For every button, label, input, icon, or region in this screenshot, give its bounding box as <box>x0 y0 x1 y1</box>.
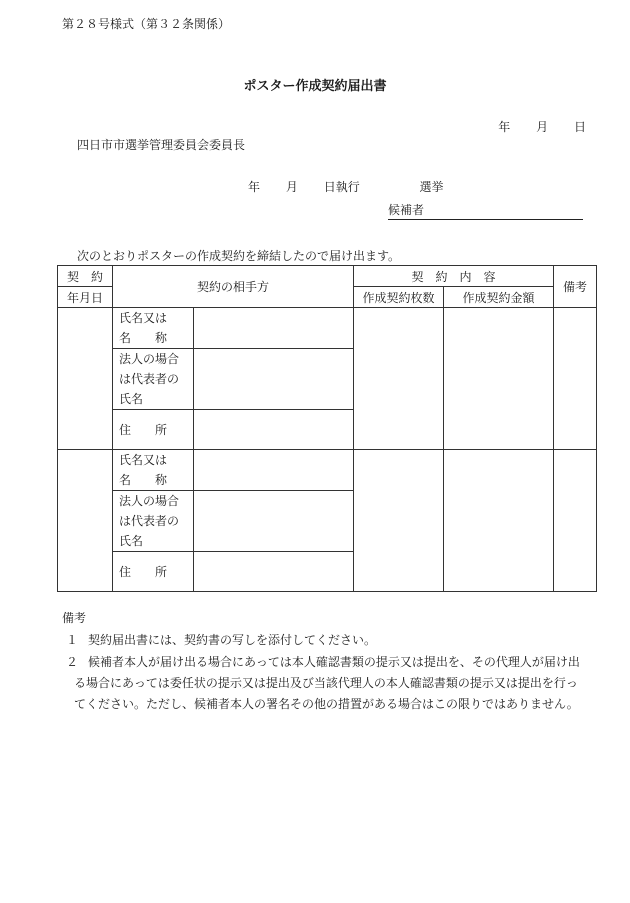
note-1-number: １ <box>66 633 79 647</box>
header-amount: 作成契約金額 <box>444 287 554 308</box>
notes-heading: 備考 <box>62 611 87 625</box>
entry-1-rep-label: 法人の場合 は代表者の 氏名 <box>113 349 194 410</box>
note-2-number: ２ <box>66 655 79 669</box>
header-date-2: 年月日 <box>58 287 113 308</box>
note-2 <box>66 652 596 715</box>
entry-1-address-value[interactable] <box>194 410 354 450</box>
entry-1-date[interactable] <box>58 308 113 450</box>
header-count: 作成契約枚数 <box>354 287 444 308</box>
entry-2-name-label: 氏名又は 名 称 <box>113 450 194 491</box>
entry-1-name-value[interactable] <box>194 308 354 349</box>
form-number: 第２８号様式（第３２条関係） <box>62 17 231 31</box>
entry-2-address-label: 住 所 <box>113 552 194 592</box>
entry-1-name-label: 氏名又は 名 称 <box>113 308 194 349</box>
entry-2-rep-label: 法人の場合 は代表者の 氏名 <box>113 491 194 552</box>
entry-1-rep-value[interactable] <box>194 349 354 410</box>
entry-2-remarks[interactable] <box>554 450 597 592</box>
candidate-label: 候補者 <box>388 203 425 217</box>
date-year: 年 <box>498 120 511 134</box>
entry-1-amount[interactable] <box>444 308 554 450</box>
note-2-text-1: 候補者本人が届け出る場合にあっては本人確認書類の提示又は提出を、その代理人が届け出 <box>88 655 580 669</box>
election-month: 月 <box>285 180 298 194</box>
header-remarks: 備考 <box>554 266 597 308</box>
header-date-1: 契 約 <box>58 266 113 287</box>
entry-1-remarks[interactable] <box>554 308 597 450</box>
addressee: 四日市市選挙管理委員会委員長 <box>77 138 246 152</box>
header-party: 契約の相手方 <box>113 266 354 308</box>
entry-2-rep-value[interactable] <box>194 491 354 552</box>
election-exec: 日執行 <box>323 180 360 194</box>
election-line <box>248 181 444 193</box>
entry-2-count[interactable] <box>354 450 444 592</box>
entry-2-address-value[interactable] <box>194 552 354 592</box>
document-title: ポスター作成契約届出書 <box>243 79 387 94</box>
election-name: 選挙 <box>419 180 444 194</box>
election-year: 年 <box>248 180 261 194</box>
submission-date <box>476 121 586 133</box>
note-2-text-2: る場合にあっては委任状の提示又は提出及び当該代理人の本人確認書類の提示又は提出を行っ <box>74 676 578 690</box>
entry-2-date[interactable] <box>58 450 113 592</box>
entry-1-count[interactable] <box>354 308 444 450</box>
header-content: 契 約 内 容 <box>354 266 554 287</box>
entry-2-amount[interactable] <box>444 450 554 592</box>
entry-2-name-value[interactable] <box>194 450 354 491</box>
entry-1-address-label: 住 所 <box>113 410 194 450</box>
date-month: 月 <box>536 120 549 134</box>
date-day: 日 <box>573 120 586 134</box>
candidate-line <box>388 204 583 220</box>
note-1-text: 契約届出書には、契約書の写しを添付してください。 <box>88 633 377 647</box>
note-2-text-3: てください。ただし、候補者本人の署名その他の措置がある場合はこの限りではありません。 <box>74 697 579 711</box>
contract-table <box>57 265 597 592</box>
intro-text: 次のとおりポスターの作成契約を締結したので届け出ます。 <box>77 249 401 263</box>
note-1 <box>66 630 596 651</box>
